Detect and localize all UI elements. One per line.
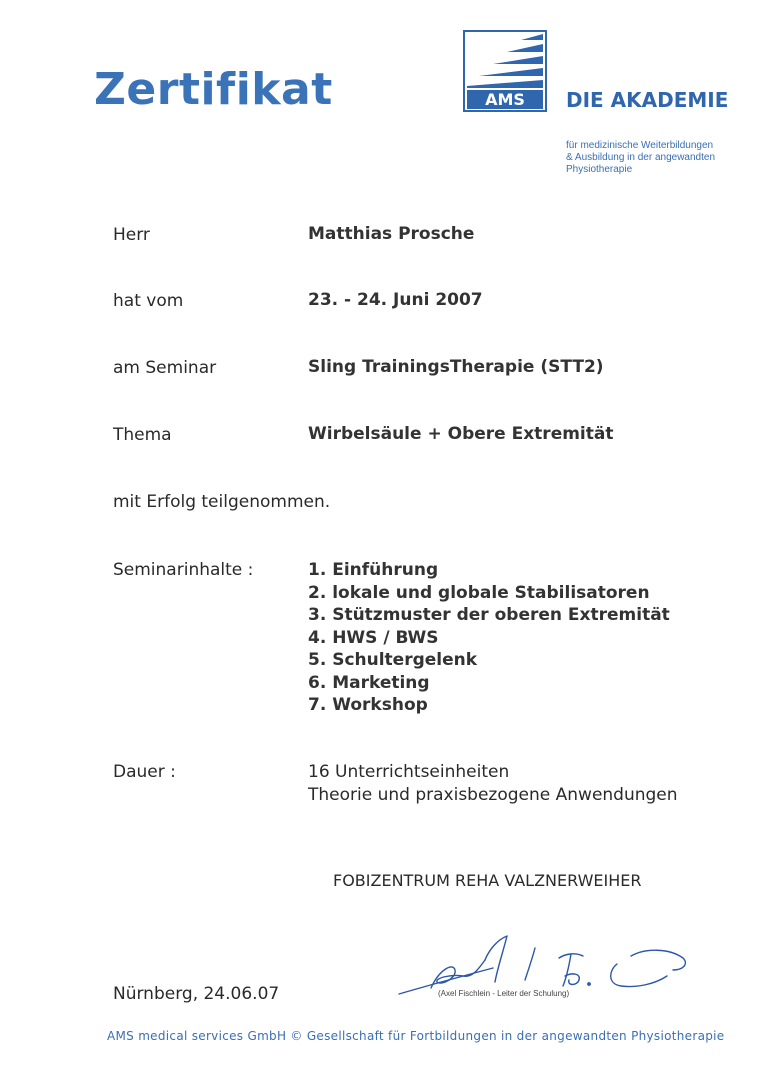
contents-item: 7. Workshop (308, 695, 428, 715)
contents-item: 2. lokale und globale Stabilisatoren (308, 582, 650, 603)
duration-label: Dauer : (113, 762, 176, 782)
training-center: FOBIZENTRUM REHA VALZNERWEIHER (333, 871, 642, 890)
academy-subtitle-line: Physiotherapie (566, 164, 633, 175)
seminar-theme: Wirbelsäule + Obere Extremität (308, 424, 614, 444)
footer-text: AMS medical services GmbH © Gesellschaft für Fortbildungen in der angewandten Physiotherapie (107, 1029, 725, 1043)
success-text: mit Erfolg teilgenommen. (113, 492, 331, 512)
participant-name: Matthias Prosche (308, 224, 475, 244)
academy-subtitle (566, 140, 751, 176)
ams-logo-text: AMS (485, 90, 525, 109)
duration-line: Theorie und praxisbezogene Anwendungen (308, 785, 678, 805)
contents-item: 3. Stützmuster der oberen Extremität (308, 605, 670, 625)
theme-label: Thema (113, 425, 172, 445)
place-date: Nürnberg, 24.06.07 (113, 984, 280, 1004)
ams-logo-icon (463, 30, 547, 112)
duration-line: 16 Unterrichtseinheiten (308, 762, 510, 782)
duration-details (308, 761, 678, 807)
salutation-label: Herr (113, 225, 150, 245)
academy-name: DIE AKADEMIE (566, 88, 729, 112)
contents-list (308, 559, 670, 717)
date-label: hat vom (113, 291, 184, 311)
signer-caption: (Axel Fischlein - Leiter der Schulung) (438, 989, 570, 998)
contents-item: 4. HWS / BWS (308, 627, 439, 648)
certificate-title: Zertifikat (94, 64, 333, 115)
academy-subtitle-line: für medizinische Weiterbildungen (566, 140, 714, 151)
contents-item: 6. Marketing (308, 672, 430, 693)
seminar-date: 23. - 24. Juni 2007 (308, 290, 483, 310)
contents-item: 1. Einführung (308, 560, 439, 580)
seminar-name: Sling TrainingsTherapie (STT2) (308, 357, 604, 377)
contents-item: 5. Schultergelenk (308, 650, 478, 670)
contents-label: Seminarinhalte : (113, 560, 254, 580)
seminar-label: am Seminar (113, 358, 217, 378)
academy-subtitle-line: & Ausbildung in der angewandten (566, 152, 716, 163)
